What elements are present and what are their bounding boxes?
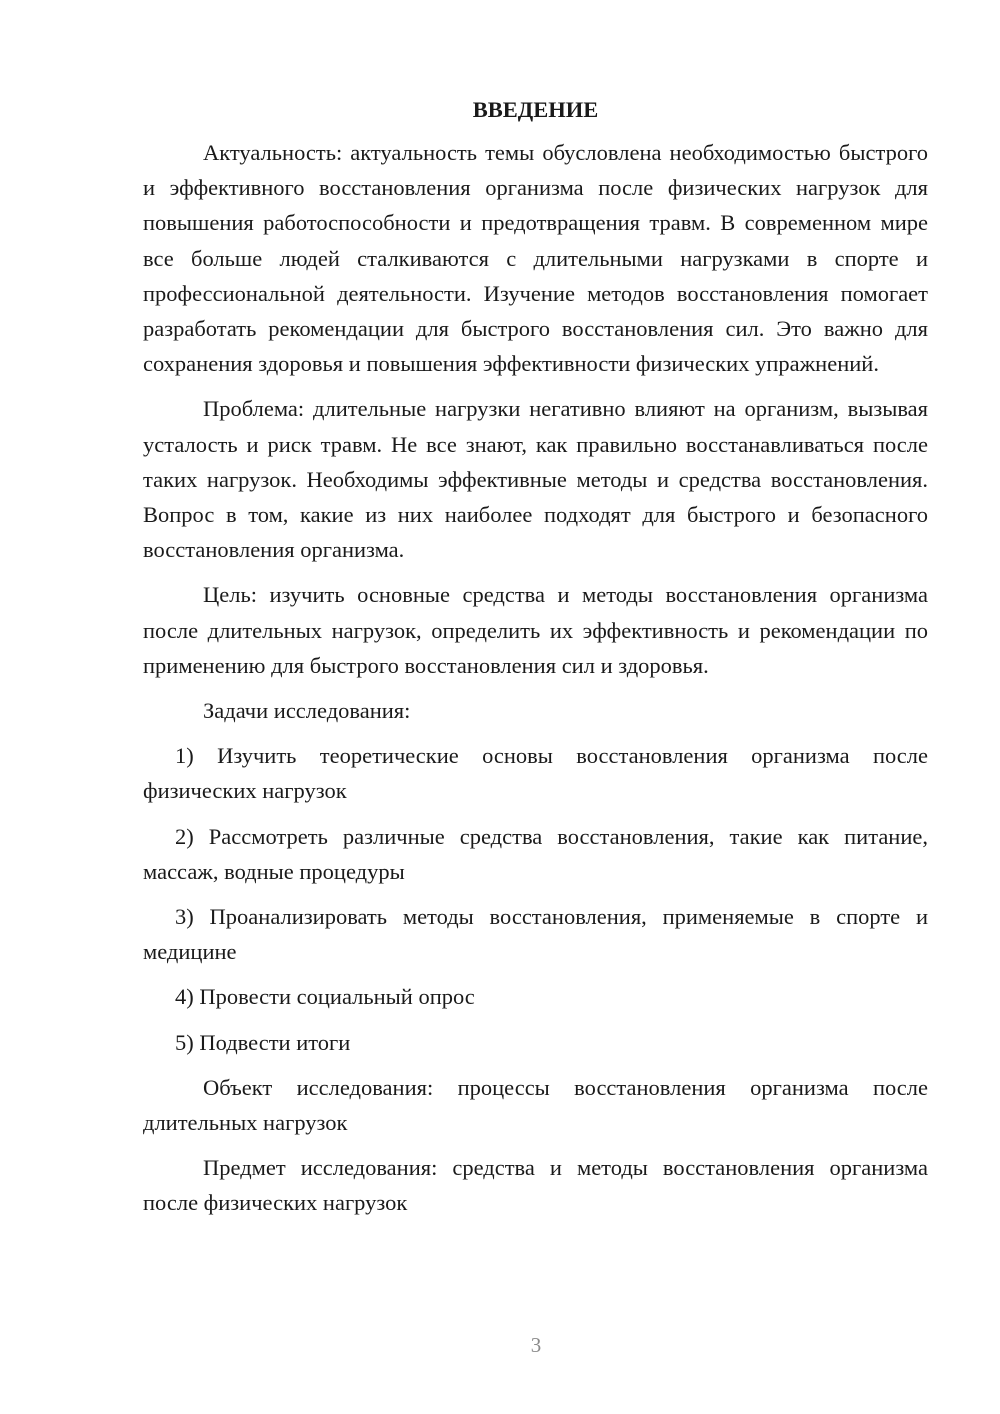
task-item-2: 2) Рассмотреть различные средства восстановления, такие как питание, массаж, водные процедуры [143,823,928,884]
task-item-5: 5) Подвести итоги [175,1029,351,1055]
paragraph-goal: Цель: изучить основные средства и методы восстановления организма после длительных нагрузок, определить их эффективность и рекомендации по применению для быстрого восстановления сил и здоровья. [143,582,928,678]
task-item-3: 3) Проанализировать методы восстановления, применяемые в спорте и медицине [143,904,928,965]
task-item-4: 4) Провести социальный опрос [175,984,475,1010]
tasks-heading: Задачи исследования: [203,698,411,724]
paragraph-subject: Предмет исследования: средства и методы восстановления организма после физических нагрузок [143,1155,928,1216]
paragraph-object: Объект исследования: процессы восстановления организма после длительных нагрузок [143,1074,928,1136]
paragraph-relevance: Актуальность: актуальность темы обусловлена необходимостью быстрого и эффективного восстановления организма после физических нагрузок для повышения работоспособности и предотвращения травм. В современном мире все больше людей сталкиваются с длительными нагрузками в спорте и профессиональной деятельности. Изучение методов восстановления помогает разработать рекомендации для быстрого восстановления сил. Это важно для сохранения здоровья и повышения эффективности физических упражнений. [143,140,928,377]
paragraph-problem: Проблема: длительные нагрузки негативно влияют на организм, вызывая усталость и риск травм. Не все знают, как правильно восстанавливаться после таких нагрузок. Необходимы эффективные методы и средства восстановления. Вопрос в том, какие из них наиболее подходят для быстрого и безопасного восстановления организма. [143,396,928,563]
page-number: 3 [530,1333,542,1357]
page-content [143,92,928,1231]
task-item-1: 1) Изучить теоретические основы восстановления организма после физических нагрузок [143,743,928,804]
section-title: ВВЕДЕНИЕ [472,97,599,122]
